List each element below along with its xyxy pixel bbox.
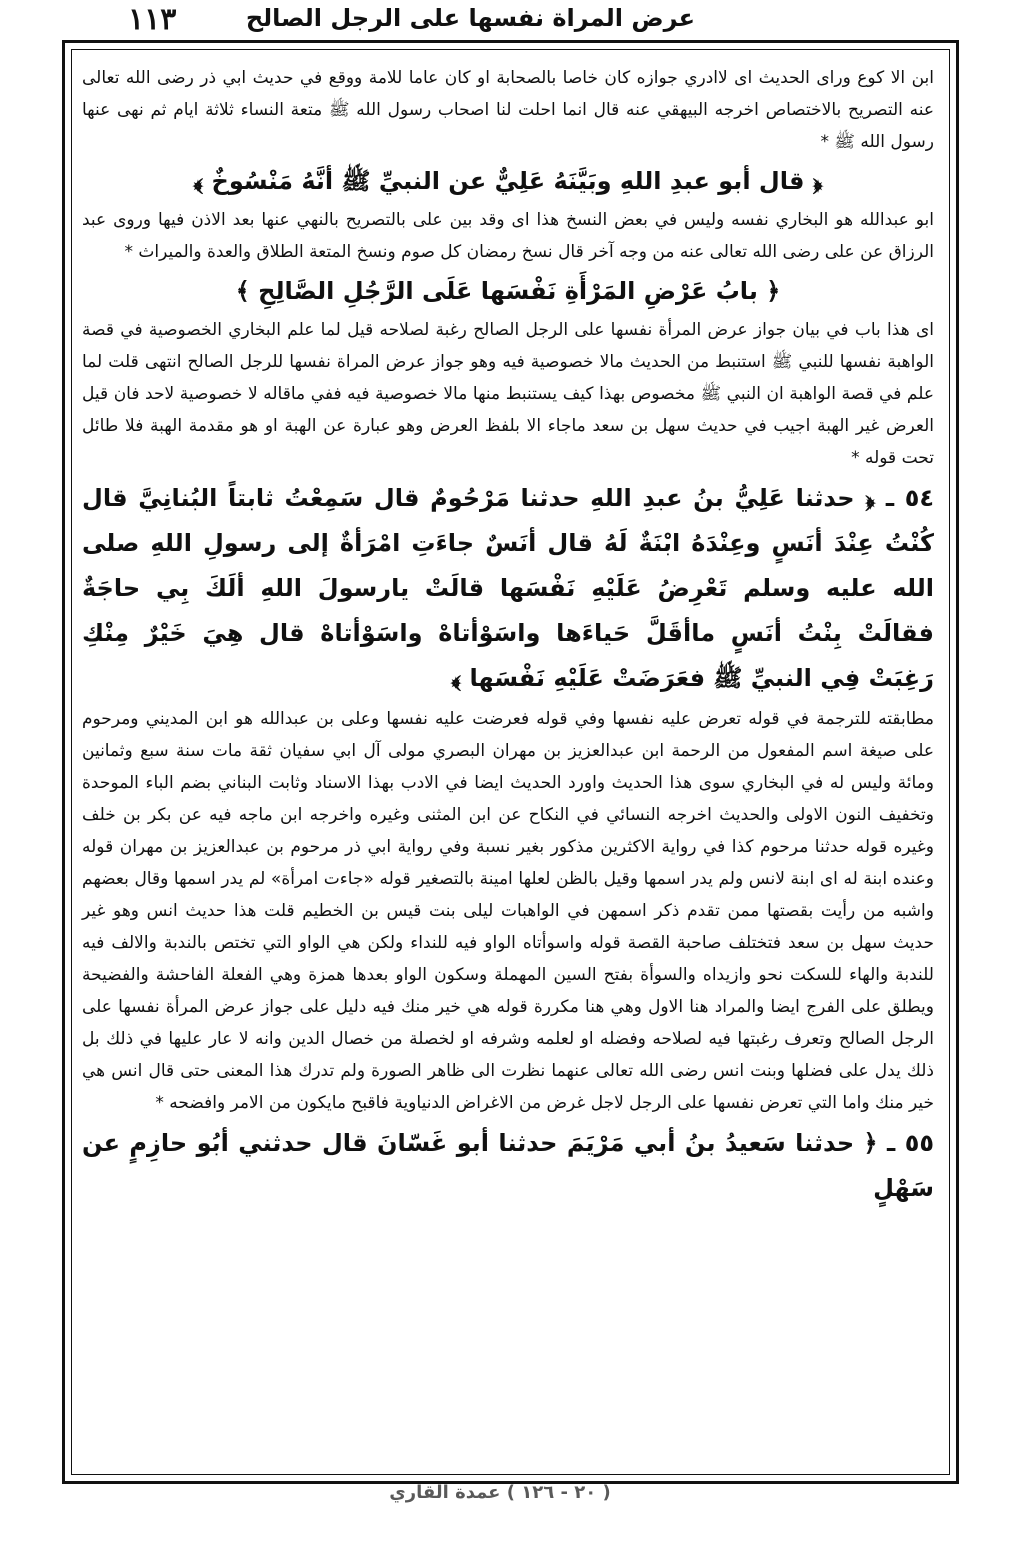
hadith-body: ﴿ حدثنا عَلِيُّ بنُ عبدِ اللهِ حدثنا مَرْحُومٌ قال سَمِعْتُ ثابتاً البُنانِيَّ قال كُنْتُ عِنْدَ أنَسٍ وعِنْدَهُ ابْنَةٌ لَهُ قال أنَسٌ جاءَتِ امْرَأةٌ إلى رسولِ اللهِ صلى الله عليه وسلم تَعْرِضُ عَلَيْهِ نَفْسَها قالَتْ يارسولَ اللهِ ألَكَ بِي حاجَةٌ فقالَتْ بِنْتُ أنَسٍ ماأقَلَّ حَياءَها واسَوْأتاهْ واسَوْأتاهْ قال هِيَ خَيْرٌ مِنْكِ رَغِبَتْ فِي النبيِّ ﷺ فعَرَضَتْ عَلَيْهِ نَفْسَها ﴾ xyxy=(82,484,934,692)
section-heading-1: ﴿ قال أبو عبدِ اللهِ وبَيَّنَهُ عَلِيٌّ عن النبيِّ ﷺ أنَّهُ مَنْسُوخٌ ﴾ xyxy=(193,167,823,195)
commentary-paragraph-3: اى هذا باب في بيان جواز عرض المرأة نفسها على الرجل الصالح رغبة لصلاحه قيل لما علم البخاري الخصوصية في قصة الواهبة نفسها للنبي ﷺ استنبط من الحديث مالا خصوصية فيه وهو جواز عرض المراة نفسها للرجل الصالح انتهى قلت لما علم في قصة الواهبة ان النبي ﷺ مخصوص بهذا كيف يستنبط منها مالا خصوصية فيه ففي ماقاله لا خصوصية لاحد فان قيل العرض غير الهبة اجيب في حديث سهل بن سعد ماجاء الا بلفظ العرض وهو عبارة عن الهبة او هو مقدمة الهبة فلا طائل تحت قوله * xyxy=(82,320,934,468)
page-header xyxy=(0,0,1021,44)
commentary-paragraph-2: ابو عبدالله هو البخاري نفسه وليس في بعض النسخ هذا اى وقد بين على بالتصريح بالنهي عنها بعد الاذن فيها وروى عبد الرزاق عن على رضى الله تعالى عنه من وجه آخر قال نسخ رمضان كل صوم ونسخ المتعة الطلاق والعدة والميراث * xyxy=(82,210,934,262)
chapter-heading: ﴿ بابُ عَرْضِ المَرْأَةِ نَفْسَها عَلَى الرَّجُلِ الصَّالِحِ ﴾ xyxy=(235,277,781,305)
hadith-text: ٥٤ ـ ﴿ حدثنا عَلِيُّ بنُ عبدِ اللهِ حدثنا مَرْحُومٌ قال سَمِعْتُ ثابتاً البُنانِيَّ قال كُنْتُ عِنْدَ أنَسٍ وعِنْدَهُ ابْنَةٌ لَهُ قال أنَسٌ جاءَتِ امْرَأةٌ إلى رسولِ اللهِ صلى الله عليه وسلم تَعْرِضُ عَلَيْهِ نَفْسَها قالَتْ يارسولَ اللهِ ألَكَ بِي حاجَةٌ فقالَتْ بِنْتُ أنَسٍ ماأقَلَّ حَياءَها واسَوْأتاهْ واسَوْأتاهْ قال هِيَ خَيْرٌ مِنْكِ رَغِبَتْ فِي النبيِّ ﷺ فعَرَضَتْ عَلَيْهِ نَفْسَها ﴾ xyxy=(82,484,934,692)
next-hadith-text: ٥٥ ـ ﴿ حدثنا سَعيدُ بنُ أبي مَرْيَمَ حدثنا أبو غَسّانَ قال حدثني أبُو حازِمٍ عن سَهْلٍ xyxy=(82,1129,934,1202)
page-number: ١١٣ xyxy=(128,2,177,37)
commentary-paragraph-4: مطابقته للترجمة في قوله تعرض عليه نفسها وفي قوله فعرضت عليه نفسها وعلى بن عبدالله هو ابن المديني ومرحوم على صيغة اسم المفعول من الرحمة ابن عبدالعزيز بن مهران البصري مولى آل ابي سفيان ثقة مات سنة سبع وثمانين ومائة وليس له في البخاري سوى هذا الحديث واورد الحديث ايضا في الادب بهذا الاسناد وثابت البناني بضم الباء الموحدة وتخفيف النون الاولى والحديث اخرجه النسائي في النكاح عن ابن المثنى وغيره واخرجه ابن ماجه فيه عن بكر بن خلف وغيره قوله حدثنا مرحوم كذا في رواية الاكثرين مذكور بغير نسبة وفي رواية ابي ذر مرحوم بن عبدالعزيز بن مهران قوله وعنده ابنة له اى ابنة لانس ولم يدر اسمها وقيل بالظن لعلها امينة بالتصغير قوله «جاءت امرأة» لم يدر اسمها وقال بعضهم واشبه من رأيت بقصتها ممن تقدم ذكر اسمهن في الواهبات ليلى بنت قيس بن الخطيم قلت هذا حديث انس وهو غير حديث سهل بن سعد فتختلف صاحبة القصة قوله واسوأتاه الواو فيه للنداء ولكن هي الواو التي تختص بالندبة والالف فيه للندبة والهاء للسكت نحو وازيداه والسوأة بفتح السين المهملة وسكون الواو بعدها همزة وهي الفعلة الفاحشة والفضيحة ويطلق على الفرج ايضا والمراد هنا الاول وهي هنا مكررة قوله هي خير منك فيه دليل على جواز عرض المرأة نفسها على الرجل الصالح وتعرف رغبتها فيه لصلاحه وفضله او لعلمه وشرفه او لخصلة من خصال الدين وانه لا عار عليها في ذلك بل ذلك يدل على فضلها وبنت انس رضى الله تعالى عنهما نظرت الى ظاهر الصورة ولم تدرك هذا المعنى حتى قال انس هي خير منك واما التي تعرض نفسها على الرجل لاجل غرض من الاغراض الدنياوية فاقبح مايكون من الامر وافضحه * xyxy=(82,709,934,1113)
commentary-paragraph-1: ابن الا كوع وراى الحديث اى لاادري جوازه كان خاصا بالصحابة او كان عاما للامة ووقع في حديث ابي ذر رضى الله تعالى عنه التصريح بالاختصاص اخرجه البيهقي عنه قال انما احلت لنا اصحاب رسول الله ﷺ متعة النساء ثلاثة ايام ثم نهى عنها رسول الله ﷺ * xyxy=(82,68,934,152)
hadith-number: ٥٤ xyxy=(904,484,934,512)
page-body xyxy=(82,62,934,1213)
running-title: عرض المراة نفسها على الرجل الصالح xyxy=(245,4,695,32)
footer-stamp: ( ٢٠ - ١٢٦ ) عمدة القاري xyxy=(389,1482,611,1503)
